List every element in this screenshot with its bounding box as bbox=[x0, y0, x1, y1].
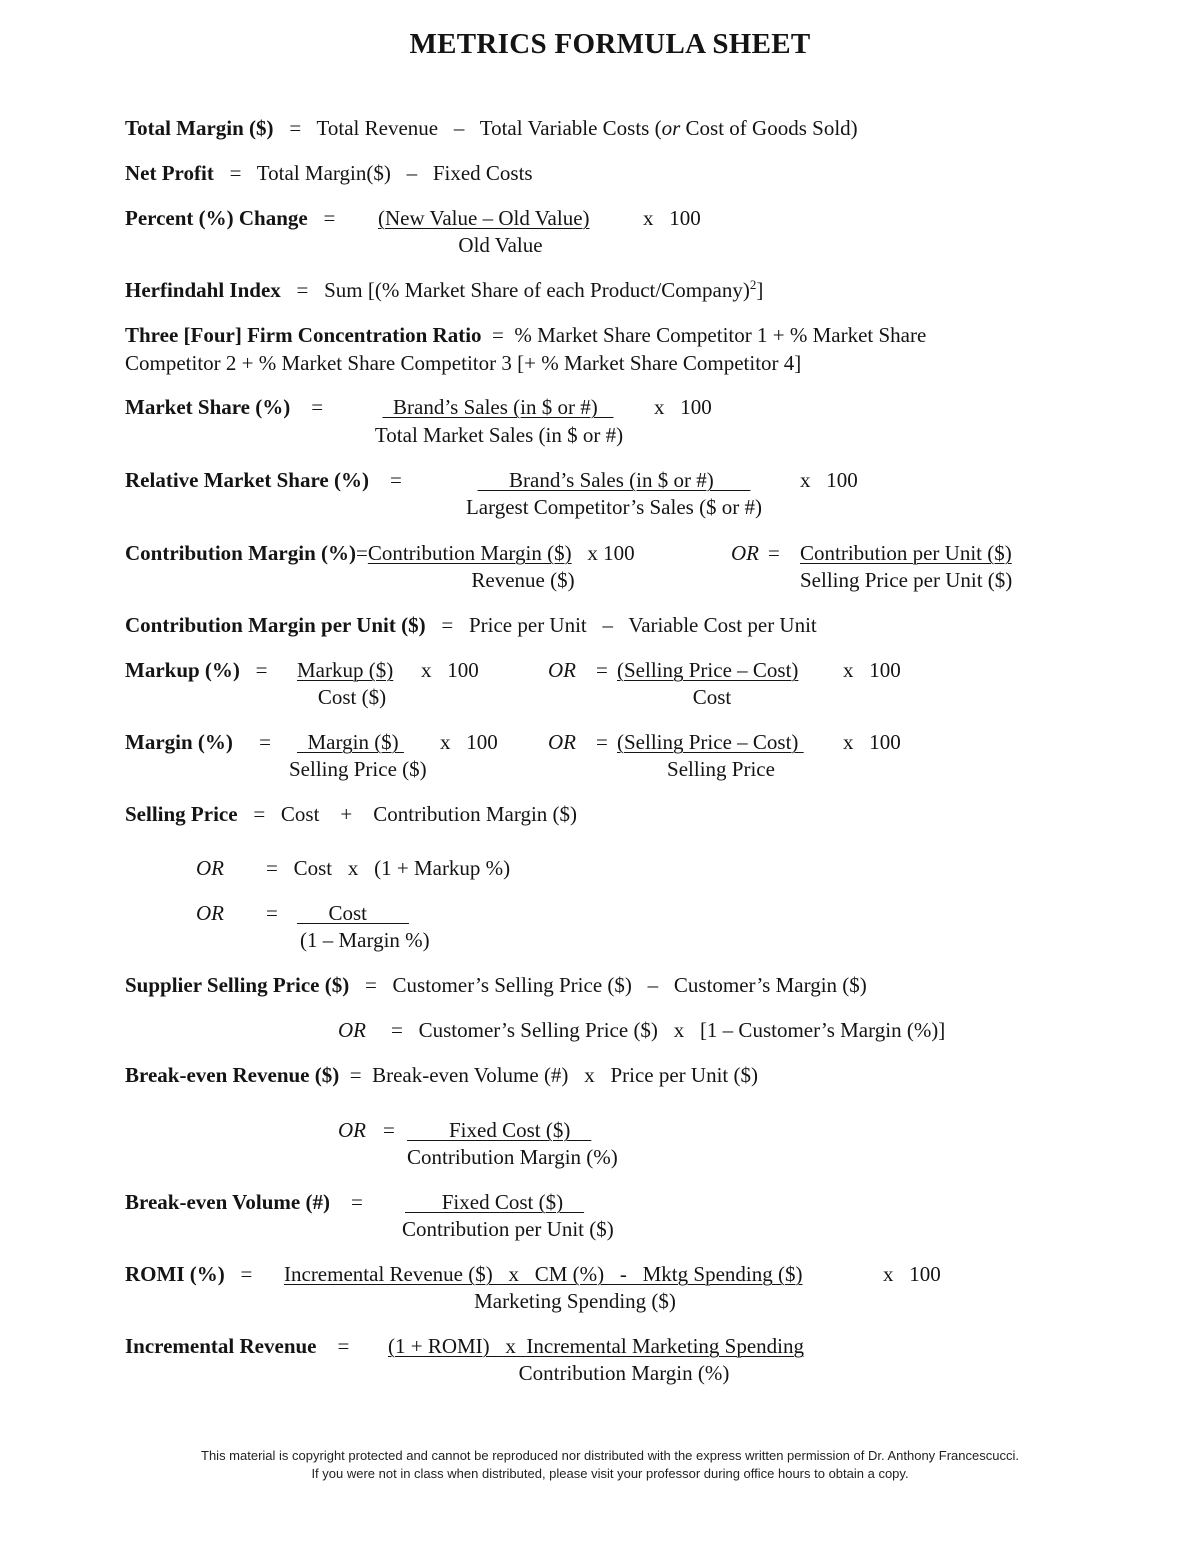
formula-label: Selling Price bbox=[125, 802, 238, 826]
fraction-denominator: Contribution Margin (%) bbox=[518, 1361, 730, 1385]
fraction-numerator: (Selling Price – Cost) bbox=[617, 658, 799, 682]
equals-sign: = bbox=[289, 116, 302, 140]
formula-supplier-price bbox=[125, 972, 867, 998]
fraction-denominator: Cost bbox=[692, 685, 732, 709]
equals-sign: = bbox=[492, 323, 504, 347]
formula-term: Total Margin($) bbox=[256, 161, 391, 185]
fraction-numerator: Contribution Margin ($) bbox=[367, 541, 572, 565]
equals-sign: = bbox=[441, 613, 454, 637]
formula-term: Customer’s Selling Price ($) bbox=[392, 973, 632, 997]
equals-sign: = bbox=[253, 802, 266, 826]
equals-sign: = bbox=[266, 901, 278, 925]
formula-concentration bbox=[125, 322, 926, 348]
fraction-denominator: Total Market Sales (in $ or #) bbox=[374, 423, 624, 447]
formula-incremental-revenue bbox=[125, 1333, 349, 1359]
fraction-numerator: (Selling Price – Cost) bbox=[617, 730, 804, 754]
fraction-denominator: Largest Competitor’s Sales ($ or #) bbox=[465, 495, 763, 519]
formula-label: Incremental Revenue bbox=[125, 1334, 317, 1358]
formula-label: Herfindahl Index bbox=[125, 278, 281, 302]
equals-sign: = bbox=[337, 1334, 350, 1358]
formula-label: Three [Four] Firm Concentration Ratio bbox=[125, 323, 482, 347]
fraction-numerator: Brand’s Sales (in $ or #) bbox=[382, 395, 614, 419]
or-word: OR bbox=[196, 901, 224, 925]
formula-term: % Market Share Competitor 1 + % Market Share bbox=[514, 323, 927, 347]
or-word: OR bbox=[548, 730, 576, 754]
formula-selling-price bbox=[125, 801, 577, 827]
fraction-denominator: Contribution per Unit ($) bbox=[402, 1217, 614, 1241]
formula-label: Contribution Margin (%) bbox=[125, 541, 356, 565]
formula-label: Markup (%) bbox=[125, 658, 240, 682]
formula-net-profit bbox=[125, 160, 533, 186]
fraction-denominator: (1 – Margin %) bbox=[300, 928, 430, 952]
formula-label: Net Profit bbox=[125, 161, 214, 185]
formula-term: Variable Cost per Unit bbox=[628, 613, 817, 637]
equals-sign: = bbox=[768, 541, 780, 565]
formula-term: Total Variable Costs ( bbox=[479, 116, 662, 140]
times-100: x 100 bbox=[643, 206, 701, 230]
formula-concentration-cont: Competitor 2 + % Market Share Competitor 3 [+ % Market Share Competitor 4] bbox=[125, 351, 802, 375]
formula-label: Contribution Margin per Unit ($) bbox=[125, 613, 426, 637]
formula-label: Total Margin ($) bbox=[125, 116, 274, 140]
equals-sign: = bbox=[349, 1063, 362, 1087]
formula-term: Contribution Margin ($) bbox=[373, 802, 578, 826]
fraction-denominator: Selling Price bbox=[667, 757, 775, 781]
minus-sign: – bbox=[406, 161, 418, 185]
fraction-numerator: (1 + ROMI) x Incremental Marketing Spending bbox=[388, 1334, 805, 1358]
equals-sign: = bbox=[350, 1190, 363, 1214]
or-word: OR bbox=[196, 856, 224, 880]
formula-label: Market Share (%) bbox=[125, 395, 291, 419]
formula-term: [1 – Customer’s Margin (%)] bbox=[699, 1018, 946, 1042]
equals-sign: = bbox=[229, 161, 242, 185]
formula-supplier-price-alt bbox=[391, 1017, 945, 1043]
fraction-denominator: Selling Price per Unit ($) bbox=[800, 568, 1013, 592]
formula-breakeven-volume bbox=[125, 1189, 363, 1215]
equals-sign: = bbox=[255, 658, 268, 682]
equals-sign: = bbox=[391, 1018, 403, 1042]
formula-market-share bbox=[125, 394, 323, 420]
bracket: ] bbox=[756, 278, 764, 302]
superscript: 2 bbox=[749, 277, 757, 292]
formula-term: Price per Unit bbox=[468, 613, 587, 637]
formula-selling-price-alt1 bbox=[266, 855, 510, 881]
formula-markup bbox=[125, 657, 268, 683]
formula-term: Cost bbox=[280, 802, 320, 826]
times-100: x 100 bbox=[440, 730, 498, 754]
fraction-denominator: Old Value bbox=[458, 233, 543, 257]
equals-sign: = bbox=[596, 658, 608, 682]
fraction-numerator: Brand’s Sales (in $ or #) bbox=[477, 468, 751, 492]
plus-sign: + bbox=[340, 802, 353, 826]
formula-label: Break-even Revenue ($) bbox=[125, 1063, 340, 1087]
formula-percent-change bbox=[125, 205, 335, 231]
or-word: or bbox=[661, 116, 681, 140]
fraction-denominator: Selling Price ($) bbox=[289, 757, 427, 781]
equals-sign: = bbox=[364, 973, 377, 997]
minus-sign: – bbox=[602, 613, 614, 637]
formula-total-margin bbox=[125, 115, 858, 141]
formula-term: Sum [(% Market Share of each Product/Company) bbox=[324, 278, 750, 302]
times-sign: x bbox=[584, 1063, 595, 1087]
formula-herfindahl bbox=[125, 277, 763, 303]
fraction-numerator: Fixed Cost ($) bbox=[407, 1118, 592, 1142]
or-word: OR bbox=[731, 541, 759, 565]
or-word: OR bbox=[548, 658, 576, 682]
times-100: x 100 bbox=[800, 468, 858, 492]
fraction-denominator: Revenue ($) bbox=[471, 568, 575, 592]
copy-notice: If you were not in class when distributed, please visit your professor during office hours to obtain a copy. bbox=[311, 1466, 909, 1481]
formula-label: ROMI (%) bbox=[125, 1262, 225, 1286]
formula-contribution-margin: Contribution Margin (%)=Contribution Margin ($) x 100 bbox=[125, 541, 635, 565]
equals-sign: = bbox=[383, 1118, 395, 1142]
equals-sign: = bbox=[240, 1262, 253, 1286]
or-word: OR bbox=[338, 1018, 366, 1042]
times-100: x 100 bbox=[654, 395, 712, 419]
formula-label: Supplier Selling Price ($) bbox=[125, 973, 350, 997]
fraction-numerator: Incremental Revenue ($) x CM (%) - Mktg Spending ($) bbox=[284, 1262, 803, 1286]
formula-term: Total Revenue bbox=[316, 116, 439, 140]
formula-term: Price per Unit ($) bbox=[610, 1063, 758, 1087]
formula-term: Customer’s Margin ($) bbox=[673, 973, 867, 997]
fraction-numerator: Contribution per Unit ($) bbox=[800, 541, 1012, 565]
fraction-denominator: Cost ($) bbox=[317, 685, 387, 709]
formula-breakeven-revenue bbox=[125, 1062, 758, 1088]
or-word: OR bbox=[338, 1118, 366, 1142]
equals-sign: = bbox=[296, 278, 309, 302]
fraction-numerator: Margin ($) bbox=[297, 730, 404, 754]
formula-label: Percent (%) Change bbox=[125, 206, 308, 230]
equals-sign: = bbox=[356, 541, 368, 565]
minus-sign: – bbox=[647, 973, 659, 997]
formula-cm-per-unit bbox=[125, 612, 817, 638]
formula-romi bbox=[125, 1261, 252, 1287]
times-100: x 100 bbox=[843, 730, 901, 754]
times-sign: x bbox=[673, 1018, 685, 1042]
formula-relative-market-share bbox=[125, 467, 402, 493]
fraction-denominator: Contribution Margin (%) bbox=[407, 1145, 618, 1169]
times-100: x 100 bbox=[421, 658, 479, 682]
formula-term: (1 + Markup %) bbox=[374, 856, 511, 880]
formula-term: Customer’s Selling Price ($) bbox=[418, 1018, 658, 1042]
fraction-denominator: Marketing Spending ($) bbox=[474, 1289, 676, 1313]
formula-term: Cost bbox=[293, 856, 333, 880]
equals-sign: = bbox=[266, 856, 278, 880]
formula-label: Relative Market Share (%) bbox=[125, 468, 369, 492]
minus-sign: – bbox=[453, 116, 465, 140]
formula-term: Break-even Volume (#) bbox=[372, 1063, 569, 1087]
times-100: x 100 bbox=[843, 658, 901, 682]
fraction-numerator: (New Value – Old Value) bbox=[378, 206, 590, 230]
copyright-notice: This material is copyright protected and cannot be reproduced nor distributed with the express written permission of Dr. Anthony Francescucci. bbox=[201, 1448, 1019, 1463]
formula-margin bbox=[125, 729, 271, 755]
fraction-numerator: Fixed Cost ($) bbox=[405, 1190, 585, 1214]
formula-term: Cost of Goods Sold) bbox=[680, 116, 858, 140]
page-title: METRICS FORMULA SHEET bbox=[409, 28, 811, 60]
equals-sign: = bbox=[259, 730, 271, 754]
equals-sign: = bbox=[596, 730, 608, 754]
formula-label: Break-even Volume (#) bbox=[125, 1190, 330, 1214]
equals-sign: = bbox=[389, 468, 402, 492]
formula-term: Fixed Costs bbox=[432, 161, 533, 185]
equals-sign: = bbox=[311, 395, 324, 419]
times-100: x 100 bbox=[883, 1262, 941, 1286]
times-sign: x bbox=[347, 856, 359, 880]
formula-label: Margin (%) bbox=[125, 730, 233, 754]
fraction-numerator: Cost bbox=[297, 901, 410, 925]
fraction-numerator: Markup ($) bbox=[297, 658, 394, 682]
equals-sign: = bbox=[323, 206, 336, 230]
